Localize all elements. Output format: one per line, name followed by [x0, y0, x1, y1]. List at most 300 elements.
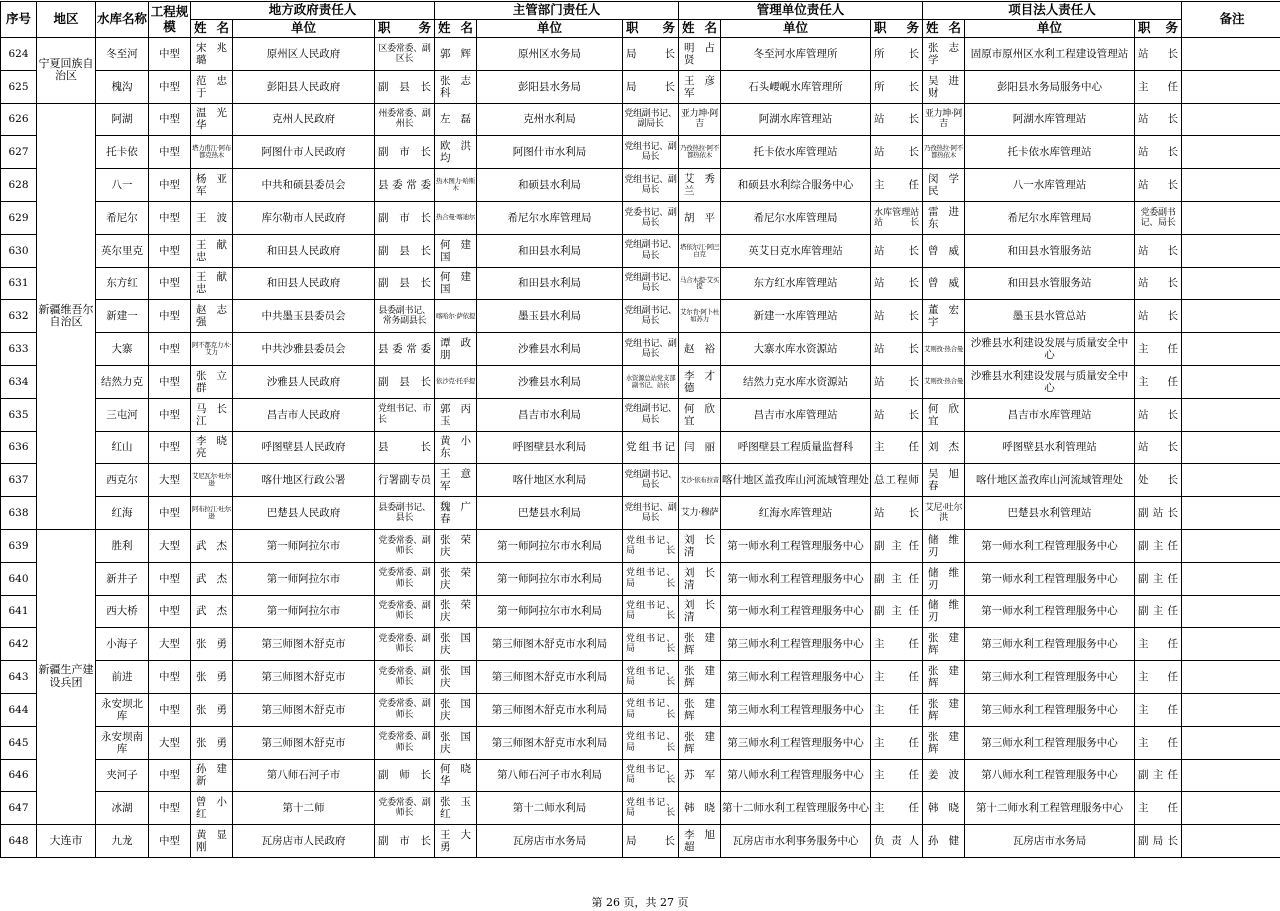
- cell-legal-position: 主任: [1135, 693, 1182, 726]
- cell-dept-name: 喀哈尔·萨依提: [435, 300, 477, 333]
- cell-seq: 631: [1, 267, 37, 300]
- cell-scale: 中型: [149, 103, 191, 136]
- cell-legal-unit: 第三师水利工程管理服务中心: [965, 661, 1135, 694]
- cell-reservoir-name: 结然力克: [96, 365, 149, 398]
- cell-dept-unit: 第三师图木舒克市水利局: [477, 726, 623, 759]
- cell-seq: 645: [1, 726, 37, 759]
- cell-legal-position: 主任: [1135, 628, 1182, 661]
- cell-legal-position: 副主任: [1135, 595, 1182, 628]
- table-row: [1, 431, 1280, 464]
- subheader-position: 职 务: [871, 20, 923, 38]
- cell-legal-name: 艾则孜·热合曼: [923, 365, 965, 398]
- cell-legal-unit: 第三师水利工程管理服务中心: [965, 628, 1135, 661]
- table-row: [1, 38, 1280, 71]
- cell-dept-unit: 克州水利局: [477, 103, 623, 136]
- cell-dept-name: 张志科: [435, 70, 477, 103]
- cell-dept-position: 党组书记、局长: [623, 726, 679, 759]
- cell-dept-unit: 希尼尔水库管理局: [477, 201, 623, 234]
- cell-mgmt-name: 李旭超: [679, 825, 721, 858]
- cell-remark: [1182, 365, 1280, 398]
- cell-dept-position: 局长: [623, 38, 679, 71]
- cell-dept-position: 局长: [623, 825, 679, 858]
- cell-gov-name: 张 勇: [191, 628, 233, 661]
- cell-remark: [1182, 825, 1280, 858]
- cell-mgmt-position: 主任: [871, 792, 923, 825]
- cell-mgmt-name: 张建辉: [679, 726, 721, 759]
- cell-remark: [1182, 333, 1280, 366]
- cell-legal-name: 刘 杰: [923, 431, 965, 464]
- cell-remark: [1182, 103, 1280, 136]
- cell-dept-name: 何建国: [435, 267, 477, 300]
- cell-legal-unit: 彭阳县水务局服务中心: [965, 70, 1135, 103]
- subheader-name: 姓 名: [923, 20, 965, 38]
- cell-legal-position: 副主任: [1135, 562, 1182, 595]
- table-body: [1, 38, 1280, 858]
- table-row: [1, 70, 1280, 103]
- cell-legal-name: 储维刃: [923, 595, 965, 628]
- cell-legal-unit: 第十二师水利工程管理服务中心: [965, 792, 1135, 825]
- cell-reservoir-name: 西大桥: [96, 595, 149, 628]
- cell-mgmt-unit: 结然力克水库水资源站: [721, 365, 871, 398]
- cell-legal-unit: 呼图壁县水利管理站: [965, 431, 1135, 464]
- cell-dept-position: 党组副书记、局长: [623, 267, 679, 300]
- cell-seq: 647: [1, 792, 37, 825]
- cell-legal-position: 站长: [1135, 300, 1182, 333]
- cell-seq: 628: [1, 169, 37, 202]
- cell-gov-unit: 瓦房店市人民政府: [233, 825, 375, 858]
- cell-scale: 中型: [149, 693, 191, 726]
- cell-legal-position: 站长: [1135, 267, 1182, 300]
- cell-mgmt-name: 张建辉: [679, 693, 721, 726]
- cell-mgmt-position: 主任: [871, 661, 923, 694]
- table-header: [1, 2, 1280, 38]
- cell-reservoir-name: 东方红: [96, 267, 149, 300]
- cell-mgmt-unit: 第一师水利工程管理服务中心: [721, 562, 871, 595]
- subheader-name: 姓 名: [191, 20, 233, 38]
- cell-dept-position: 党组书记、局长: [623, 562, 679, 595]
- cell-legal-position: 主任: [1135, 70, 1182, 103]
- cell-seq: 634: [1, 365, 37, 398]
- cell-gov-name: 王献忠: [191, 234, 233, 267]
- cell-mgmt-unit: 新建一水库管理站: [721, 300, 871, 333]
- table-row: [1, 497, 1280, 530]
- cell-remark: [1182, 628, 1280, 661]
- cell-seq: 639: [1, 529, 37, 562]
- subheader-name: 姓 名: [679, 20, 721, 38]
- cell-gov-name: 王献忠: [191, 267, 233, 300]
- cell-legal-unit: 第八师水利工程管理服务中心: [965, 759, 1135, 792]
- cell-dept-name: 张国庆: [435, 661, 477, 694]
- header-management-unit: 管理单位责任人: [679, 2, 923, 20]
- cell-mgmt-position: 站长: [871, 365, 923, 398]
- cell-seq: 646: [1, 759, 37, 792]
- cell-mgmt-name: 刘长清: [679, 562, 721, 595]
- cell-dept-unit: 和田县水利局: [477, 267, 623, 300]
- cell-reservoir-name: 新建一: [96, 300, 149, 333]
- cell-remark: [1182, 300, 1280, 333]
- cell-scale: 中型: [149, 759, 191, 792]
- cell-dept-name: 张荣庆: [435, 529, 477, 562]
- cell-remark: [1182, 464, 1280, 497]
- table-row: [1, 136, 1280, 169]
- cell-mgmt-name: 亚力坤·阿吉: [679, 103, 721, 136]
- cell-legal-name: 曾 威: [923, 267, 965, 300]
- table-row: [1, 201, 1280, 234]
- cell-legal-position: 站长: [1135, 398, 1182, 431]
- cell-mgmt-unit: 第三师水利工程管理服务中心: [721, 628, 871, 661]
- cell-legal-position: 站长: [1135, 103, 1182, 136]
- cell-mgmt-name: 塔依尔江·阿巴白克: [679, 234, 721, 267]
- cell-gov-position: 党委常委、副师长: [375, 792, 435, 825]
- cell-gov-name: 温光华: [191, 103, 233, 136]
- cell-dept-position: 局长: [623, 70, 679, 103]
- cell-legal-name: 艾则孜·热合曼: [923, 333, 965, 366]
- cell-dept-unit: 第一师阿拉尔市水利局: [477, 595, 623, 628]
- cell-reservoir-name: 槐沟: [96, 70, 149, 103]
- cell-dept-name: 欧洪均: [435, 136, 477, 169]
- subheader-position: 职 务: [623, 20, 679, 38]
- cell-mgmt-unit: 第三师水利工程管理服务中心: [721, 726, 871, 759]
- header-project-legal-person: 项目法人责任人: [923, 2, 1182, 20]
- cell-scale: 中型: [149, 169, 191, 202]
- cell-gov-unit: 原州区人民政府: [233, 38, 375, 71]
- cell-remark: [1182, 38, 1280, 71]
- cell-reservoir-name: 新井子: [96, 562, 149, 595]
- cell-gov-position: 副县长: [375, 70, 435, 103]
- cell-seq: 640: [1, 562, 37, 595]
- cell-scale: 中型: [149, 136, 191, 169]
- cell-gov-position: 党委常委、副师长: [375, 628, 435, 661]
- cell-dept-position: 党组副书记、局长: [623, 464, 679, 497]
- cell-mgmt-name: 闫 丽: [679, 431, 721, 464]
- cell-legal-unit: 希尼尔水库管理局: [965, 201, 1135, 234]
- cell-legal-name: 储维刃: [923, 562, 965, 595]
- cell-dept-position: 党组书记、局长: [623, 759, 679, 792]
- table-row: [1, 300, 1280, 333]
- cell-legal-name: 张建辉: [923, 661, 965, 694]
- cell-legal-position: 副局长: [1135, 825, 1182, 858]
- cell-gov-name: 曾小红: [191, 792, 233, 825]
- cell-mgmt-unit: 昌吉市水库管理站: [721, 398, 871, 431]
- cell-gov-unit: 克州人民政府: [233, 103, 375, 136]
- cell-mgmt-name: 何欣宜: [679, 398, 721, 431]
- cell-seq: 625: [1, 70, 37, 103]
- cell-gov-position: 县委常委: [375, 169, 435, 202]
- cell-mgmt-position: 负责人: [871, 825, 923, 858]
- cell-mgmt-position: 站长: [871, 300, 923, 333]
- cell-gov-unit: 第三师图木舒克市: [233, 726, 375, 759]
- cell-gov-unit: 第三师图木舒克市: [233, 693, 375, 726]
- cell-gov-position: 行署副专员: [375, 464, 435, 497]
- cell-dept-name: 郭丙玉: [435, 398, 477, 431]
- cell-mgmt-position: 所长: [871, 38, 923, 71]
- cell-mgmt-unit: 希尼尔水库管理局: [721, 201, 871, 234]
- cell-legal-unit: 第一师水利工程管理服务中心: [965, 595, 1135, 628]
- cell-gov-unit: 彭阳县人民政府: [233, 70, 375, 103]
- cell-legal-unit: 第一师水利工程管理服务中心: [965, 529, 1135, 562]
- cell-gov-name: 张 勇: [191, 661, 233, 694]
- cell-remark: [1182, 234, 1280, 267]
- cell-dept-position: 党组副书记、局长: [623, 234, 679, 267]
- cell-legal-unit: 固原市原州区水利工程建设管理站: [965, 38, 1135, 71]
- cell-reservoir-name: 夹河子: [96, 759, 149, 792]
- cell-reservoir-name: 八一: [96, 169, 149, 202]
- table-row: [1, 169, 1280, 202]
- cell-dept-position: 党组书记、副局长: [623, 136, 679, 169]
- cell-scale: 大型: [149, 628, 191, 661]
- cell-seq: 636: [1, 431, 37, 464]
- cell-mgmt-name: 赵 裕: [679, 333, 721, 366]
- cell-legal-name: 闵学民: [923, 169, 965, 202]
- cell-dept-position: 党组副书记、局长: [623, 300, 679, 333]
- cell-scale: 中型: [149, 595, 191, 628]
- cell-dept-unit: 和田县水利局: [477, 234, 623, 267]
- cell-legal-unit: 巴楚县水利管理站: [965, 497, 1135, 530]
- cell-gov-position: 县委副书记、常务副县长: [375, 300, 435, 333]
- cell-dept-position: 党组书记: [623, 431, 679, 464]
- cell-mgmt-position: 主任: [871, 169, 923, 202]
- subheader-unit: 单位: [721, 20, 871, 38]
- cell-dept-name: 何建国: [435, 234, 477, 267]
- cell-mgmt-position: 水库管理站站长: [871, 201, 923, 234]
- cell-legal-name: 张志学: [923, 38, 965, 71]
- cell-legal-name: 张建辉: [923, 628, 965, 661]
- cell-remark: [1182, 562, 1280, 595]
- cell-legal-name: 吴进财: [923, 70, 965, 103]
- cell-legal-name: 艾尼·吐尔洪: [923, 497, 965, 530]
- table-row: [1, 267, 1280, 300]
- cell-seq: 627: [1, 136, 37, 169]
- cell-scale: 大型: [149, 726, 191, 759]
- cell-mgmt-unit: 托卡依水库管理站: [721, 136, 871, 169]
- table-row: [1, 103, 1280, 136]
- cell-dept-unit: 第一师阿拉尔市水利局: [477, 529, 623, 562]
- table-row: [1, 234, 1280, 267]
- cell-remark: [1182, 431, 1280, 464]
- cell-legal-unit: 沙雅县水利建设发展与质量安全中心: [965, 365, 1135, 398]
- cell-seq: 643: [1, 661, 37, 694]
- header-region: 地区: [37, 2, 96, 38]
- cell-remark: [1182, 529, 1280, 562]
- cell-dept-position: 党组书记、副局长: [623, 333, 679, 366]
- cell-reservoir-name: 红海: [96, 497, 149, 530]
- cell-mgmt-unit: 瓦房店市水利事务服务中心: [721, 825, 871, 858]
- cell-dept-position: 党组书记、局长: [623, 529, 679, 562]
- cell-mgmt-name: 刘长清: [679, 595, 721, 628]
- cell-gov-name: 王 波: [191, 201, 233, 234]
- cell-dept-position: 党组书记、局长: [623, 661, 679, 694]
- cell-mgmt-name: 艾秀兰: [679, 169, 721, 202]
- table-row: [1, 529, 1280, 562]
- cell-gov-name: 阿不都克力木·艾力: [191, 333, 233, 366]
- cell-mgmt-position: 主任: [871, 759, 923, 792]
- cell-scale: 中型: [149, 38, 191, 71]
- cell-dept-name: 张玉红: [435, 792, 477, 825]
- cell-legal-position: 副主任: [1135, 759, 1182, 792]
- cell-dept-position: 党组书记、副局长: [623, 169, 679, 202]
- cell-remark: [1182, 267, 1280, 300]
- cell-mgmt-unit: 石头崾岘水库管理所: [721, 70, 871, 103]
- cell-gov-position: 州委常委、副州长: [375, 103, 435, 136]
- cell-gov-position: 党组书记、市长: [375, 398, 435, 431]
- cell-scale: 中型: [149, 267, 191, 300]
- cell-gov-unit: 和田县人民政府: [233, 234, 375, 267]
- cell-mgmt-unit: 喀什地区盖孜库山河流域管理处: [721, 464, 871, 497]
- cell-remark: [1182, 136, 1280, 169]
- cell-dept-position: 水资源总站党支部副书记、站长: [623, 365, 679, 398]
- cell-mgmt-name: 韩 晓: [679, 792, 721, 825]
- cell-reservoir-name: 阿湖: [96, 103, 149, 136]
- cell-remark: [1182, 398, 1280, 431]
- cell-region: 宁夏回族自治区: [37, 38, 96, 104]
- cell-mgmt-unit: 东方红水库管理站: [721, 267, 871, 300]
- header-local-government: 地方政府责任人: [191, 2, 435, 20]
- cell-mgmt-position: 站长: [871, 398, 923, 431]
- table-row: [1, 464, 1280, 497]
- cell-legal-unit: 瓦房店市水务局: [965, 825, 1135, 858]
- cell-gov-unit: 和田县人民政府: [233, 267, 375, 300]
- cell-reservoir-name: 托卡依: [96, 136, 149, 169]
- cell-remark: [1182, 497, 1280, 530]
- cell-legal-name: 韩 晓: [923, 792, 965, 825]
- cell-mgmt-unit: 第一师水利工程管理服务中心: [721, 595, 871, 628]
- cell-gov-name: 张 勇: [191, 726, 233, 759]
- cell-legal-position: 主任: [1135, 333, 1182, 366]
- cell-legal-unit: 和田县水管服务站: [965, 267, 1135, 300]
- cell-mgmt-position: 副主任: [871, 529, 923, 562]
- cell-legal-position: 站长: [1135, 136, 1182, 169]
- cell-reservoir-name: 西克尔: [96, 464, 149, 497]
- cell-dept-unit: 沙雅县水利局: [477, 365, 623, 398]
- cell-mgmt-name: 马合木提·艾买提: [679, 267, 721, 300]
- cell-remark: [1182, 726, 1280, 759]
- cell-gov-unit: 中共墨玉县委员会: [233, 300, 375, 333]
- cell-dept-name: 张国庆: [435, 628, 477, 661]
- cell-dept-position: 党组书记、局长: [623, 792, 679, 825]
- cell-legal-position: 站长: [1135, 38, 1182, 71]
- cell-gov-position: 县长: [375, 431, 435, 464]
- cell-mgmt-position: 总工程师: [871, 464, 923, 497]
- cell-mgmt-unit: 第三师水利工程管理服务中心: [721, 693, 871, 726]
- cell-gov-position: 副县长: [375, 267, 435, 300]
- cell-dept-position: 党组副书记、副局长: [623, 103, 679, 136]
- cell-gov-unit: 第一师阿拉尔市: [233, 595, 375, 628]
- cell-gov-position: 县委副书记、县长: [375, 497, 435, 530]
- cell-gov-name: 张 勇: [191, 693, 233, 726]
- cell-dept-name: 依沙克·托乎提: [435, 365, 477, 398]
- cell-gov-position: 副市长: [375, 825, 435, 858]
- cell-mgmt-name: 胡 平: [679, 201, 721, 234]
- cell-mgmt-position: 站长: [871, 267, 923, 300]
- cell-mgmt-unit: 第八师水利工程管理服务中心: [721, 759, 871, 792]
- cell-seq: 626: [1, 103, 37, 136]
- cell-gov-unit: 库尔勒市人民政府: [233, 201, 375, 234]
- cell-reservoir-name: 英尔里克: [96, 234, 149, 267]
- header-subrow: [1, 20, 1280, 38]
- cell-scale: 中型: [149, 300, 191, 333]
- cell-mgmt-unit: 红海水库管理站: [721, 497, 871, 530]
- cell-mgmt-unit: 第一师水利工程管理服务中心: [721, 529, 871, 562]
- cell-gov-position: 副师长: [375, 759, 435, 792]
- cell-mgmt-name: 乃孜热拉·阿不都热依木: [679, 136, 721, 169]
- cell-dept-name: 热合曼·喀迪尔: [435, 201, 477, 234]
- cell-mgmt-name: 苏 军: [679, 759, 721, 792]
- cell-mgmt-position: 主任: [871, 693, 923, 726]
- cell-gov-position: 党委常委、副师长: [375, 529, 435, 562]
- cell-reservoir-name: 大寨: [96, 333, 149, 366]
- cell-scale: 中型: [149, 398, 191, 431]
- cell-dept-unit: 第八师石河子市水利局: [477, 759, 623, 792]
- cell-legal-unit: 喀什地区盖孜库山河流域管理处: [965, 464, 1135, 497]
- cell-gov-unit: 昌吉市人民政府: [233, 398, 375, 431]
- cell-legal-position: 副站长: [1135, 497, 1182, 530]
- cell-legal-position: 主任: [1135, 365, 1182, 398]
- cell-scale: 大型: [149, 529, 191, 562]
- cell-gov-unit: 第一师阿拉尔市: [233, 562, 375, 595]
- cell-dept-unit: 昌吉市水利局: [477, 398, 623, 431]
- subheader-position: 职 务: [1135, 20, 1182, 38]
- cell-gov-position: 党委常委、副师长: [375, 661, 435, 694]
- cell-seq: 632: [1, 300, 37, 333]
- cell-mgmt-position: 主任: [871, 628, 923, 661]
- cell-scale: 中型: [149, 201, 191, 234]
- cell-reservoir-name: 永安坝南库: [96, 726, 149, 759]
- cell-remark: [1182, 169, 1280, 202]
- cell-legal-unit: 昌吉市水库管理站: [965, 398, 1135, 431]
- cell-gov-position: 副市长: [375, 201, 435, 234]
- table-row: [1, 398, 1280, 431]
- cell-legal-position: 党委副书记、局长: [1135, 201, 1182, 234]
- cell-legal-unit: 和田县水管服务站: [965, 234, 1135, 267]
- cell-scale: 中型: [149, 431, 191, 464]
- cell-dept-unit: 沙雅县水利局: [477, 333, 623, 366]
- cell-dept-name: 张国庆: [435, 726, 477, 759]
- cell-dept-unit: 和硕县水利局: [477, 169, 623, 202]
- cell-gov-name: 赵志强: [191, 300, 233, 333]
- cell-gov-unit: 中共沙雅县委员会: [233, 333, 375, 366]
- cell-legal-name: 董宏宇: [923, 300, 965, 333]
- cell-gov-unit: 第八师石河子市: [233, 759, 375, 792]
- cell-legal-position: 主任: [1135, 792, 1182, 825]
- cell-reservoir-name: 三屯河: [96, 398, 149, 431]
- cell-gov-name: 范忠于: [191, 70, 233, 103]
- cell-seq: 629: [1, 201, 37, 234]
- cell-dept-position: 党组副书记、局长: [623, 398, 679, 431]
- cell-remark: [1182, 693, 1280, 726]
- cell-mgmt-name: 艾力·穆萨: [679, 497, 721, 530]
- cell-legal-unit: 第三师水利工程管理服务中心: [965, 693, 1135, 726]
- cell-remark: [1182, 70, 1280, 103]
- cell-mgmt-name: 李才德: [679, 365, 721, 398]
- header-competent-department: 主管部门责任人: [435, 2, 679, 20]
- cell-gov-unit: 喀什地区行政公署: [233, 464, 375, 497]
- cell-reservoir-name: 红山: [96, 431, 149, 464]
- cell-mgmt-position: 站长: [871, 234, 923, 267]
- cell-legal-position: 处长: [1135, 464, 1182, 497]
- cell-dept-name: 王大勇: [435, 825, 477, 858]
- cell-mgmt-position: 站长: [871, 333, 923, 366]
- cell-dept-position: 党组书记、局长: [623, 693, 679, 726]
- cell-legal-position: 主任: [1135, 726, 1182, 759]
- cell-dept-name: 何晓华: [435, 759, 477, 792]
- cell-reservoir-name: 前进: [96, 661, 149, 694]
- cell-reservoir-name: 冰湖: [96, 792, 149, 825]
- table-row: [1, 792, 1280, 825]
- cell-legal-unit: 阿湖水库管理站: [965, 103, 1135, 136]
- subheader-unit: 单位: [477, 20, 623, 38]
- cell-legal-unit: 第一师水利工程管理服务中心: [965, 562, 1135, 595]
- cell-gov-unit: 第十二师: [233, 792, 375, 825]
